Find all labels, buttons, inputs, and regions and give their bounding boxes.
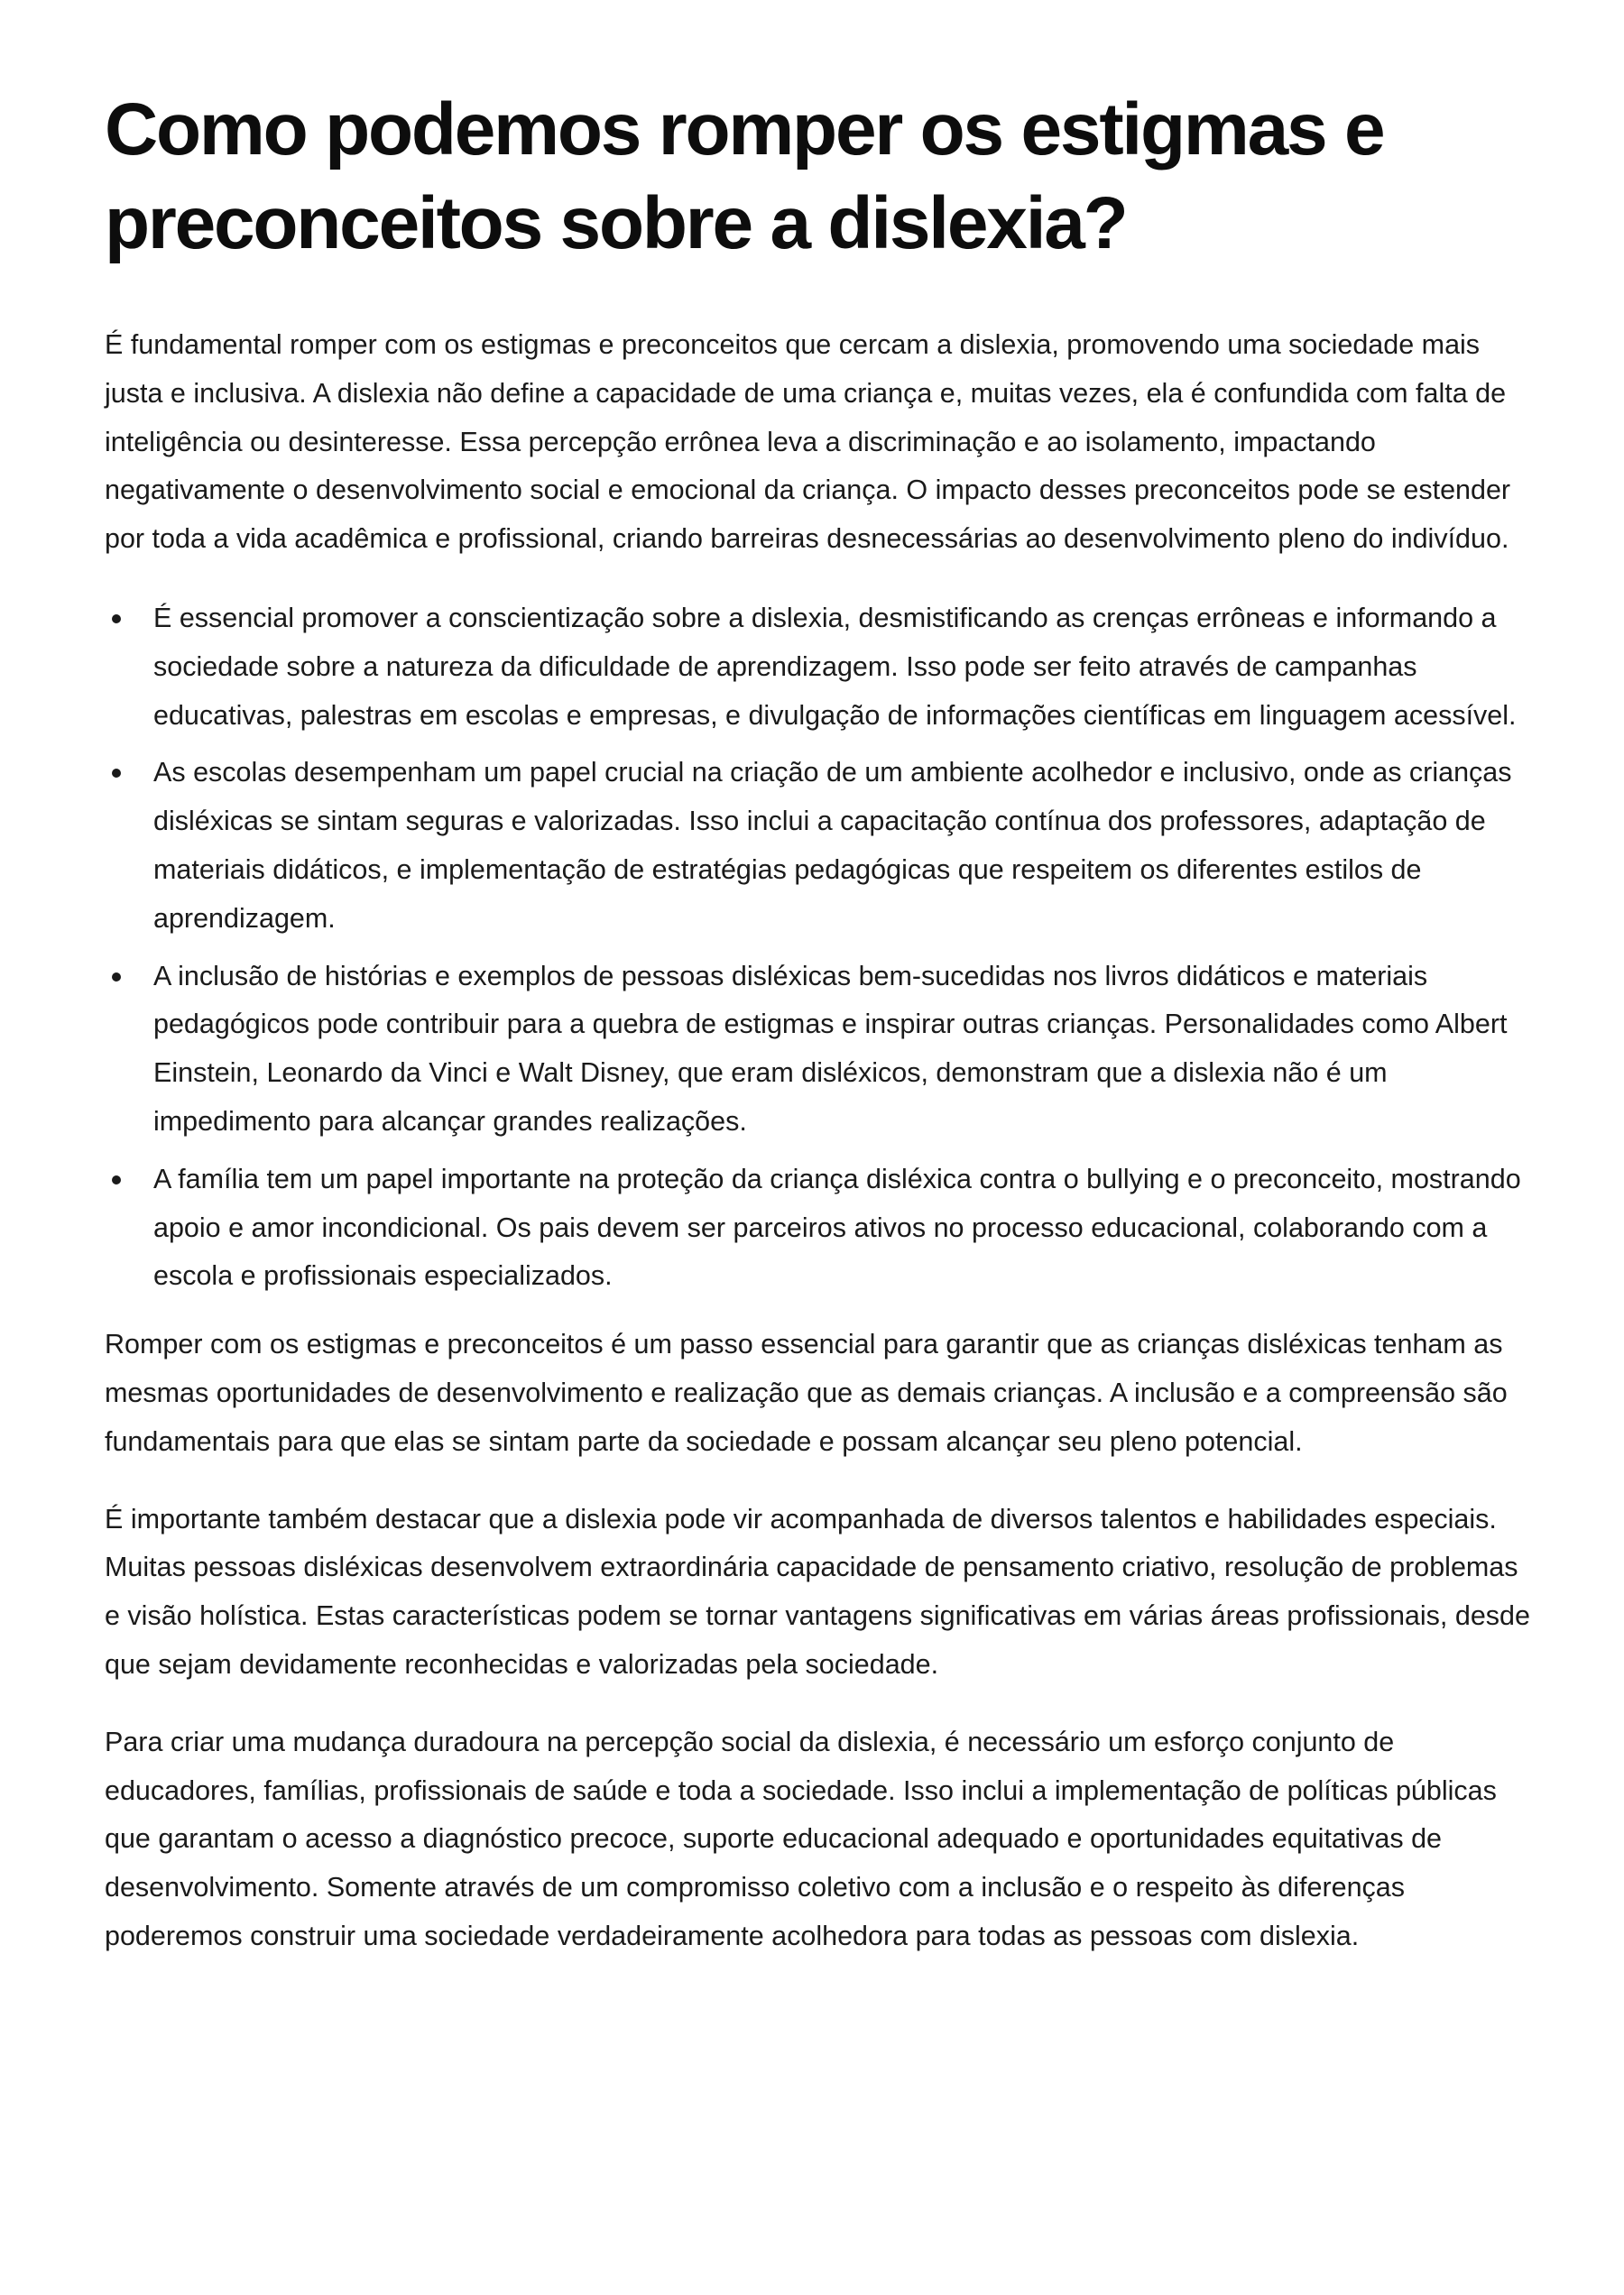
closing-paragraph: Romper com os estigmas e preconceitos é um passo essencial para garantir que as crianças disléxicas tenham as mesmas oportunidades de desenvolvimento e realização que as demais crianças. A inclusão e a compreensão são fundamentais para que elas se sintam parte da sociedade e possam alcançar seu pleno potencial. [105,1329,1508,1457]
bullet-icon [112,972,121,982]
list-item [105,749,1530,943]
list-item [105,953,1530,1147]
bullet-icon [112,614,121,623]
page-title: Como podemos romper os estigmas e preconceitos sobre a dislexia? [105,88,1384,264]
talents-paragraph: É importante também destacar que a dislexia pode vir acompanhada de diversos talentos e habilidades especiais. Muitas pessoas disléxicas desenvolvem extraordinária capacidade de pensamento criativo, resolução de problemas e visão holística. Estas características podem se tornar vantagens significativas em várias áreas profissionais, desde que sejam devidamente reconhecidas e valorizadas pela sociedade. [105,1503,1530,1680]
bullet-icon [112,769,121,778]
conclusion-paragraph: Para criar uma mudança duradoura na percepção social da dislexia, é necessário um esforço conjunto de educadores, famílias, profissionais de saúde e toda a sociedade. Isso inclui a implementação de políticas públicas que garantam o acesso a diagnóstico precoce, suporte educacional adequado e oportunidades equitativas de desenvolvimento. Somente através de um compromisso coletivo com a inclusão e o respeito às diferenças poderemos construir uma sociedade verdadeiramente acolhedora para todas as pessoas com dislexia. [105,1726,1497,1951]
intro-paragraph: É fundamental romper com os estigmas e preconceitos que cercam a dislexia, promovendo uma sociedade mais justa e inclusiva. A dislexia não define a capacidade de uma criança e, muitas vezes, ela é confundida com falta de inteligência ou desinteresse. Essa percepção errônea leva a discriminação e ao isolamento, impactando negativamente o desenvolvimento social e emocional da criança. O impacto desses preconceitos pode se estender por toda a vida acadêmica e profissional, criando barreiras desnecessárias ao desenvolvimento pleno do indivíduo. [105,329,1511,555]
list-item [105,594,1530,740]
list-item-text: É essencial promover a conscientização sobre a dislexia, desmistificando as crenças errôneas e informando a sociedade sobre a natureza da dificuldade de aprendizagem. Isso pode ser feito através de campanhas educativas, palestras em escolas e empresas, e divulgação de informações científicas em linguagem acessível. [153,602,1517,731]
bullet-list [105,594,1530,1301]
list-item-text: As escolas desempenham um papel crucial na criação de um ambiente acolhedor e inclusivo, onde as crianças disléxicas se sintam seguras e valorizadas. Isso inclui a capacitação contínua dos professores, adaptação de materiais didáticos, e implementação de estratégias pedagógicas que respeitem os diferentes estilos de aprendizagem. [153,757,1512,934]
list-item-text: A família tem um papel importante na proteção da criança disléxica contra o bullying e o preconceito, mostrando apoio e amor incondicional. Os pais devem ser parceiros ativos no processo educacional, colaborando com a escola e profissionais especializados. [153,1163,1521,1292]
bullet-icon [112,1175,121,1184]
list-item [105,1156,1530,1301]
list-item-text: A inclusão de histórias e exemplos de pessoas disléxicas bem-sucedidas nos livros didáticos e materiais pedagógicos pode contribuir para a quebra de estigmas e inspirar outras crianças. Personalidades como Albert Einstein, Leonardo da Vinci e Walt Disney, que eram disléxicos, demonstram que a dislexia não é um impedimento para alcançar grandes realizações. [153,960,1508,1137]
article [105,83,1530,1961]
